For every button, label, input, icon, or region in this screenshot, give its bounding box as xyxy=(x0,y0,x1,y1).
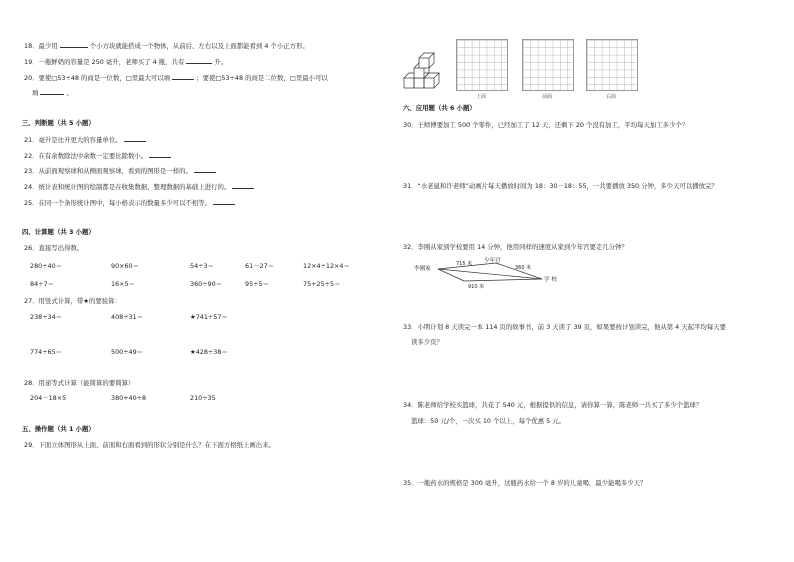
question-26: 26．直接写出得数。 xyxy=(24,244,84,252)
calc-item: 204－18×5 xyxy=(30,394,67,402)
section-6-heading: 六、应用题（共 6 小题） xyxy=(403,104,476,112)
calc-item: ★741÷57＝ xyxy=(190,313,228,321)
calc-item: 16×5＝ xyxy=(111,280,135,288)
section-5-heading: 五、操作题（共 1 小题） xyxy=(22,425,95,433)
calc-item: 90×60＝ xyxy=(111,262,140,270)
route-map xyxy=(410,254,570,296)
grid-top-view[interactable] xyxy=(456,39,508,91)
answer-blank-20b[interactable] xyxy=(40,88,64,95)
question-22-text: 22．在有余数除法中余数一定要比除数小。 xyxy=(24,152,148,160)
calc-item: 84÷7＝ xyxy=(30,280,54,288)
answer-blank-23[interactable] xyxy=(194,166,216,173)
answer-blank-24[interactable] xyxy=(232,182,254,189)
question-34-info: 篮球：50 元/个，一次买 10 个以上，每个优惠 5 元。 xyxy=(411,417,566,425)
question-34: 34．陈老师给学校买篮球，共花了 540 元，根据提供的信息，请你算一算，陈老师一共买了多少个篮球？ xyxy=(403,401,703,409)
grid-caption-front: 前面 xyxy=(542,94,553,100)
question-18 xyxy=(24,41,309,50)
question-20-text-b: ；要使□53÷48 的商是二位数，□里最小可以 xyxy=(196,74,328,82)
calc-item: 210÷35 xyxy=(190,394,216,402)
answer-blank-18[interactable] xyxy=(60,41,88,48)
question-25 xyxy=(24,198,235,207)
question-20-text-c: 填 xyxy=(32,89,39,97)
question-29: 29．下面立体图形从上面、前面和右面看到的形状分别是什么？在下面方格纸上画出来。 xyxy=(24,441,275,449)
map-label-home: 李刚家 xyxy=(414,266,431,272)
answer-blank-25[interactable] xyxy=(213,198,235,205)
map-label-palace: 少年宫 xyxy=(484,258,501,264)
calc-item: ★428÷38＝ xyxy=(190,348,228,356)
calc-item: 408÷31＝ xyxy=(111,313,144,321)
question-22 xyxy=(24,151,171,160)
question-31: 31．“水老鼠和许老师”动画片每天播放时间为 18：30－18：55，一共要播放 350 分钟，多少天可以播放完？ xyxy=(403,182,718,190)
grid-right-view[interactable] xyxy=(586,39,638,91)
calc-item: 75+25÷5＝ xyxy=(303,280,341,288)
question-33: 33．小明计划 8 天读完一本 114 页的故事书，前 3 天读了 39 页，如果要按计划读完，他从第 4 天起平均每天要 xyxy=(403,323,726,331)
calc-item: 774÷65＝ xyxy=(30,348,63,356)
calc-item: 500÷49＝ xyxy=(111,348,144,356)
question-21 xyxy=(24,135,146,144)
question-30: 30．王师傅要加工 500 个零件，已经加工了 12 天，还剩下 20 个没有加工，平均每天加工多少个？ xyxy=(403,121,689,129)
section-3-heading: 三、判断题（共 5 小题） xyxy=(22,119,95,127)
question-23 xyxy=(24,166,216,175)
question-21-text: 21．毫升是比升更大的容量单位。 xyxy=(24,136,122,144)
question-33-line2: 读多少页？ xyxy=(411,338,443,346)
question-23-text: 23．从前面观察球和从侧面观察球，看到的图形是一样的。 xyxy=(24,167,192,175)
map-distance-2: 360 米 xyxy=(515,265,532,271)
question-25-text: 25．在同一个条形统计图中，每小格表示的数量多少可以不相等。 xyxy=(24,199,212,207)
grid-front-view[interactable] xyxy=(522,39,574,91)
grid-caption-top: 上面 xyxy=(476,94,487,100)
question-24 xyxy=(24,182,254,191)
calc-item: 360÷90＝ xyxy=(190,280,223,288)
answer-blank-19[interactable] xyxy=(186,57,212,64)
map-distance-3: 910 米 xyxy=(468,284,485,290)
calc-item: 380+40÷8 xyxy=(111,394,147,402)
calc-item: 12×4÷12×4＝ xyxy=(303,262,350,270)
calc-item: 238÷34＝ xyxy=(30,313,63,321)
question-20-text-a: 20．要使□53÷48 的商是一位数，□里最大可以填 xyxy=(24,74,171,82)
question-27: 27．用竖式计算，带★的要验算： xyxy=(24,297,121,305)
question-35: 35．一瓶药水的规格是 300 毫升，这瓶药水给一个 8 岁的儿童喝，最少能喝多少天？ xyxy=(403,479,647,487)
calc-item: 280÷40＝ xyxy=(30,262,63,270)
calc-item: 95÷5＝ xyxy=(245,280,269,288)
question-24-text: 24．统计表和统计图的绘制都是在收集数据、整理数据的基础上进行的。 xyxy=(24,183,231,191)
question-20-line2 xyxy=(32,88,73,97)
question-32: 32．李刚从家到学校要用 14 分钟，他用同样的速度从家到少年宫要走几分钟？ xyxy=(403,243,628,251)
question-19 xyxy=(24,57,227,66)
calc-item: 61－27＝ xyxy=(245,262,275,270)
answer-blank-22[interactable] xyxy=(149,151,171,158)
question-28: 28．用递等式计算（能简算的要简算） xyxy=(24,379,135,387)
section-4-heading: 四、计算题（共 3 小题） xyxy=(22,228,95,236)
calc-item: 54÷3＝ xyxy=(190,262,214,270)
question-18-text-b: 个小方块就能搭成一个物体，从前后、左右以及上面都能看到 4 个小正方形。 xyxy=(89,42,309,50)
map-label-school: 学 校 xyxy=(544,277,557,283)
question-19-text-b: 升。 xyxy=(214,58,228,66)
question-20 xyxy=(24,73,328,82)
answer-blank-21[interactable] xyxy=(124,135,146,142)
grid-caption-right: 右面 xyxy=(606,94,617,100)
question-19-text-a: 19．一瓶鲜奶的容量是 250 毫升，老师买了 4 瓶，共有 xyxy=(24,58,185,66)
question-18-text-a: 18．最少用 xyxy=(24,42,58,50)
question-20-text-d: 。 xyxy=(66,89,73,97)
answer-blank-20a[interactable] xyxy=(172,73,194,80)
cube-figure xyxy=(400,50,450,96)
route-lower-school xyxy=(464,279,542,281)
map-distance-1: 715 米 xyxy=(456,261,473,267)
